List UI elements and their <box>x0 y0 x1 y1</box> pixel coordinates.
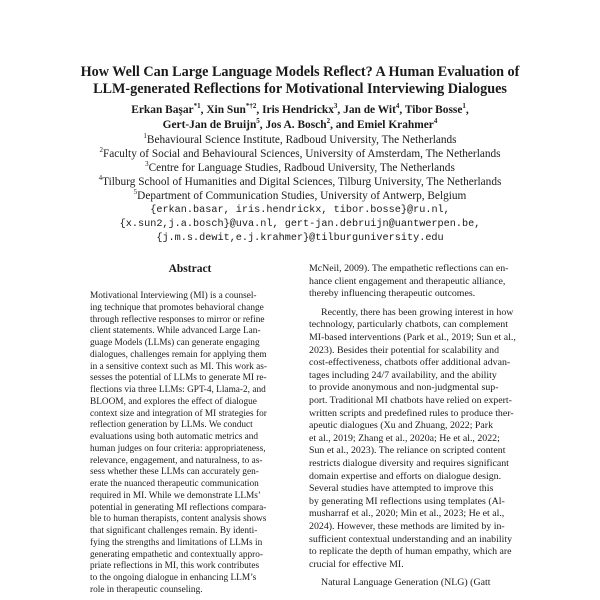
author: Gert-Jan de Bruijn <box>162 119 257 131</box>
intro-line: 2024). However, these methods are limited by in- <box>309 521 505 532</box>
affiliation-text: Tilburg School of Humanities and Digital Sciences, Tilburg University, The Netherlands <box>102 176 502 188</box>
email-line: {x.sun2,j.a.bosch}@uva.nl, gert-jan.debruijn@uantwerpen.be, <box>119 219 481 230</box>
intro-line: Recently, there has been growing interest in how <box>321 306 514 318</box>
affiliation-num: 3 <box>145 160 149 169</box>
intro-line: port. Traditional MI chatbots have relied on expert- <box>309 395 512 406</box>
email-line: {erkan.basar, iris.hendrickx, tibor.bosse}@ru.nl, <box>150 205 450 216</box>
author: Jan de Wit <box>343 104 396 116</box>
author-sup: 3 <box>333 102 338 111</box>
email-line: {j.m.s.dewit,e.j.krahmer}@tilburguniversity.edu <box>156 233 444 244</box>
abstract-line: sess whether these LLMs can accurately gen- <box>90 467 259 478</box>
affiliation <box>30 175 570 189</box>
abstract-line: BLOOM, and explores the effect of dialogue <box>90 396 257 407</box>
intro-line: domain expertise and efforts on dialogue design. <box>309 470 502 482</box>
author-sep: , <box>259 119 266 131</box>
abstract-line: to the ongoing dialogue in enhancing LLM’s <box>90 573 257 583</box>
intro-line: restricts dialogue diversity and requires significant <box>309 458 509 469</box>
paper-title-line-1: How Well Can Large Language Models Reflect? A Human Evaluation of <box>80 64 520 80</box>
author-sep: , <box>399 104 405 116</box>
author: Tibor Bosse <box>404 104 463 116</box>
author: Iris Hendrickx <box>262 104 334 116</box>
intro-line: written scripts and predefined rules to produce ther- <box>309 407 514 419</box>
abstract-line: in a sensitive context such as MI. This work as- <box>90 361 267 372</box>
intro-line: apeutic dialogues (Xu and Zhuang, 2022; Park <box>309 420 494 432</box>
author-sep: , <box>200 104 207 116</box>
abstract-line: erate the nuanced therapeutic communication <box>90 479 259 489</box>
abstract-line: through reflective responses to mirror or refine <box>90 314 265 325</box>
abstract-line: evaluations using both automatic metrics and <box>90 432 259 442</box>
author-sup: *1 <box>193 102 201 111</box>
author-sup: 2 <box>326 117 331 126</box>
author-sup: 4 <box>395 102 400 111</box>
abstract-line: ble to human therapists, content analysis shows <box>90 514 267 525</box>
affiliation <box>30 189 570 203</box>
author: Erkan Başar <box>131 104 194 116</box>
abstract-line: context size and integration of MI strategies for <box>90 408 267 419</box>
intro-line: crucial for effective MI. <box>309 558 404 570</box>
paper-title-line-2: LLM-generated Reflections for Motivational Interviewing Dialogues <box>93 81 507 97</box>
abstract-line: reflection generation by LLMs. We conduct <box>90 420 253 431</box>
affiliation-num: 1 <box>143 132 147 141</box>
affiliation <box>30 161 570 175</box>
intro-line: hance client engagement and therapeutic alliance, <box>309 275 506 287</box>
intro-line: thereby influencing therapeutic outcomes. <box>309 288 476 300</box>
intro-line: to provide anonymous and non-judgmental sup- <box>309 382 499 394</box>
intro-line: to replicate the depth of human empathy, which are <box>309 546 512 558</box>
affiliation-text: Centre for Language Studies, Radboud University, The Netherlands <box>148 162 455 174</box>
abstract-line: Motivational Interviewing (MI) is a counsel- <box>90 291 257 301</box>
abstract-line: client statements. While advanced Large Lan- <box>90 326 261 337</box>
intro-line: Natural Language Generation (NLG) (Gatt <box>321 577 491 589</box>
author-sep: , <box>337 104 344 116</box>
abstract-line: potential in generating MI reflections compara- <box>90 502 267 513</box>
abstract-heading: Abstract <box>168 263 212 275</box>
author-list-line-1 <box>30 103 570 118</box>
author-list-line-2 <box>30 118 570 133</box>
affiliation-num: 2 <box>99 146 103 155</box>
affiliation-num: 4 <box>98 174 103 183</box>
intro-line: MI-based interventions (Park et al., 2019; Sun et al., <box>309 332 516 343</box>
author: Emiel Krahmer <box>357 119 434 131</box>
intro-line: et al., 2019; Zhang et al., 2020a; He et al., 2022; <box>309 432 500 444</box>
author-sup: 4 <box>433 117 438 126</box>
intro-line: Sun et al., 2023). The reliance on scripted content <box>309 445 506 457</box>
abstract-line: fying the strengths and limitations of LLMs in <box>90 537 263 548</box>
abstract-line: guage Models (LLMs) can generate engaging <box>90 338 260 348</box>
abstract-line: required in MI. While we demonstrate LLMs’ <box>90 490 261 501</box>
abstract-line: dialogues, challenges remain for applying them <box>90 349 267 360</box>
author-sup: 1 <box>462 102 466 111</box>
affiliation-num: 5 <box>133 188 138 197</box>
abstract-line: that significant challenges remain. By identi- <box>90 526 258 536</box>
author-sep: , <box>465 104 469 116</box>
intro-line: cost-effectiveness, chatbots offer additional advan- <box>309 357 511 369</box>
author-sep: , <box>256 104 263 116</box>
abstract-line: generating empathetic and contextually appro- <box>90 549 263 560</box>
affiliation-text: Behavioural Science Institute, Radboud University, The Netherlands <box>146 134 457 146</box>
author: Xin Sun <box>206 104 246 116</box>
intro-line: by generating MI reflections using templates (Al- <box>309 495 505 507</box>
affiliation <box>30 147 570 161</box>
affiliation <box>30 133 570 147</box>
author-sup: *†2 <box>245 102 257 111</box>
abstract-line: sesses the potential of LLMs to generate MI re- <box>90 373 267 384</box>
intro-line: sufficient contextual understanding and an inability <box>309 533 513 545</box>
abstract-line: priate reflections in MI, this work contributes <box>90 561 260 572</box>
intro-line: 2023). Besides their potential for scalability and <box>309 344 500 356</box>
abstract-line: relevance, engagement, and naturalness, to as- <box>90 455 263 466</box>
abstract-line: flections via three LLMs: GPT-4, Llama-2, and <box>90 385 266 395</box>
abstract-line: ing technique that promotes behavioral change <box>90 302 264 313</box>
intro-line: musharraf et al., 2020; Min et al., 2023; He et al., <box>309 508 505 520</box>
affiliation-text: Department of Communication Studies, University of Antwerp, Belgium <box>137 190 467 202</box>
author: Jos A. Bosch <box>265 119 327 131</box>
author-sup: 5 <box>256 117 260 126</box>
intro-line: tages including 24/7 availability, and the ability <box>309 369 497 381</box>
intro-line: technology, particularly chatbots, can complement <box>309 319 508 331</box>
abstract-line: role in therapeutic counseling. <box>90 584 203 595</box>
abstract-line: human judges on four criteria: appropriateness, <box>90 443 266 454</box>
intro-line: McNeil, 2009). The empathetic reflections can en- <box>309 263 509 274</box>
author-sep: , and <box>330 119 357 131</box>
intro-line: Several studies have attempted to improve this <box>309 483 494 495</box>
affiliation-text: Faculty of Social and Behavioural Sciences, University of Amsterdam, The Netherlands <box>102 148 501 160</box>
